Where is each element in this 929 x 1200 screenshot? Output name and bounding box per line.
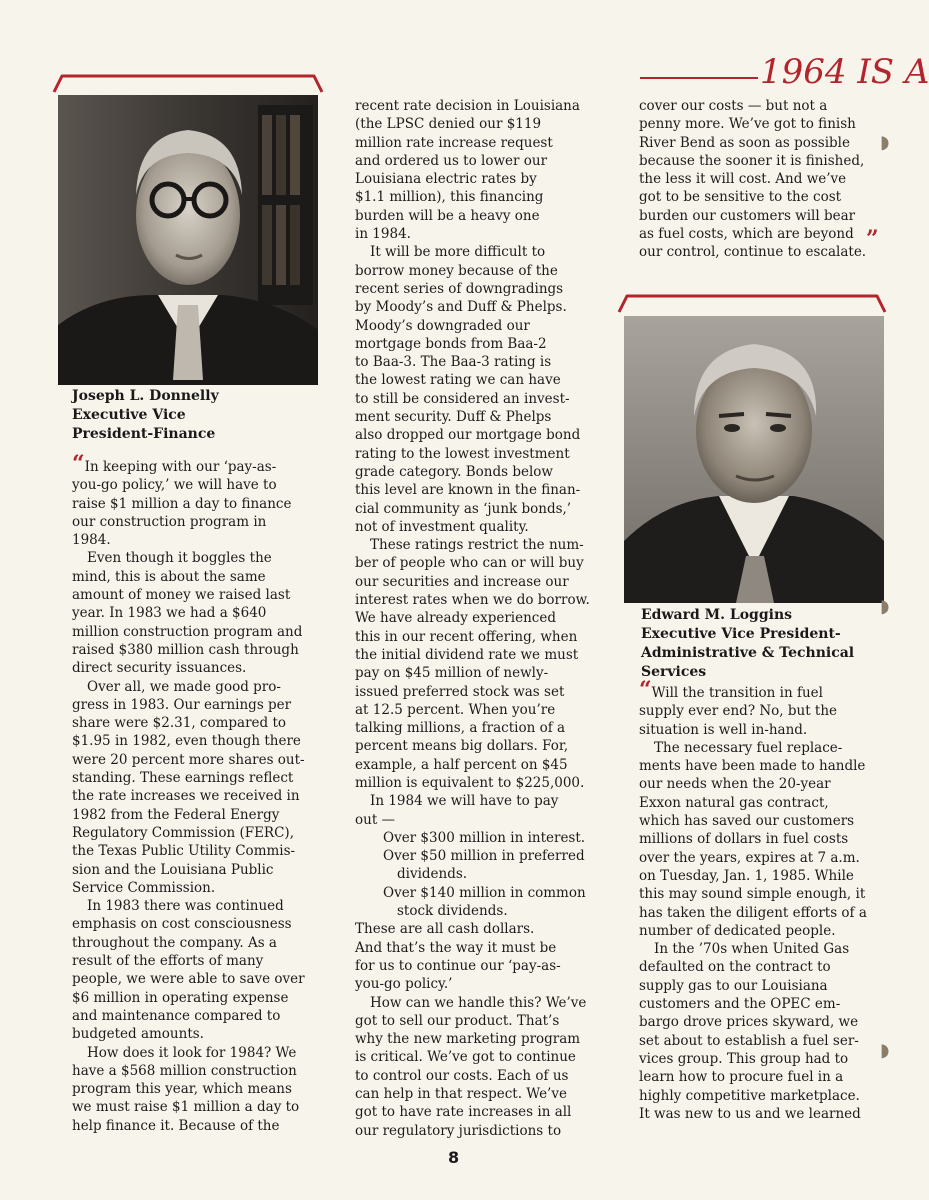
text-line: highly competitive marketplace. bbox=[639, 1087, 860, 1104]
text-line: Louisiana electric rates by bbox=[355, 171, 537, 188]
text-line: this may sound simple enough, it bbox=[639, 886, 866, 903]
text-line: 1984. bbox=[72, 532, 111, 549]
text-line: millions of dollars in fuel costs bbox=[639, 831, 849, 848]
text-line: budgeted amounts. bbox=[72, 1026, 204, 1043]
text-line: rating to the lowest investment bbox=[355, 445, 570, 462]
text-line: borrow money because of the bbox=[355, 262, 558, 279]
text-line: we must raise $1 million a day to bbox=[72, 1099, 300, 1116]
close-quote-mark: ” bbox=[866, 226, 879, 252]
text-line: out — bbox=[355, 811, 396, 828]
text-line: throughout the company. As a bbox=[72, 934, 277, 951]
text-line: ment security. Duff & Phelps bbox=[355, 409, 552, 426]
text-line: got to be sensitive to the cost bbox=[639, 189, 842, 206]
text-line: not of investment quality. bbox=[355, 518, 529, 535]
text-line: people, we were able to save over bbox=[72, 971, 305, 988]
text-line: got to have rate increases in all bbox=[355, 1104, 572, 1121]
text-line: issued preferred stock was set bbox=[355, 683, 565, 700]
text-line: burden will be a heavy one bbox=[355, 207, 540, 224]
text-line: $1.95 in 1982, even though there bbox=[72, 733, 301, 750]
text-line: pay on $45 million of newly- bbox=[355, 665, 549, 682]
text-line: mind, this is about the same bbox=[72, 568, 266, 585]
portrait-photo-donnelly bbox=[58, 95, 318, 385]
text-line: recent rate decision in Louisiana bbox=[355, 98, 580, 114]
text-line: our needs when the 20-year bbox=[639, 776, 831, 793]
text-line: this level are known in the finan- bbox=[355, 482, 581, 499]
text-line: the rate increases we received in bbox=[72, 788, 300, 805]
text-line: because the sooner it is finished, bbox=[639, 152, 865, 169]
text-line: learn how to procure fuel in a bbox=[639, 1069, 844, 1086]
text-line: $6 million in operating expense bbox=[72, 989, 289, 1006]
binder-hole-mark: ◗ bbox=[880, 1040, 890, 1061]
text-line-content: In keeping with our ‘pay-as- bbox=[84, 459, 277, 475]
text-line: We have already experienced bbox=[355, 610, 557, 627]
text-line: amount of money we raised last bbox=[72, 587, 291, 604]
text-column-2 bbox=[355, 97, 605, 1140]
text-line: How can we handle this? We’ve bbox=[370, 994, 587, 1011]
text-line: emphasis on cost consciousness bbox=[72, 916, 292, 933]
text-line: in 1984. bbox=[355, 226, 411, 243]
text-line: Over $140 million in common bbox=[383, 884, 586, 901]
text-line: Exxon natural gas contract, bbox=[639, 794, 829, 811]
text-line: stock dividends. bbox=[397, 903, 508, 920]
text-line bbox=[639, 677, 879, 703]
binder-hole-mark: ◗ bbox=[880, 132, 890, 153]
text-line: which has saved our customers bbox=[639, 813, 855, 830]
text-line: grade category. Bonds below bbox=[355, 463, 553, 480]
text-line: share were $2.31, compared to bbox=[72, 715, 287, 732]
text-line: It will be more difficult to bbox=[370, 244, 546, 261]
bracket-decoration bbox=[617, 292, 887, 314]
text-line: In 1983 there was continued bbox=[87, 898, 284, 915]
page-header-title: 1964 IS A bbox=[760, 52, 929, 92]
text-line: to Baa-3. The Baa-3 rating is bbox=[355, 354, 552, 371]
text-line: program this year, which means bbox=[72, 1081, 292, 1098]
text-line: $1.1 million), this financing bbox=[355, 189, 544, 206]
bracket-decoration bbox=[52, 72, 324, 94]
text-line: Regulatory Commission (FERC), bbox=[72, 824, 294, 841]
text-line: percent means big dollars. For, bbox=[355, 738, 569, 755]
text-line: for us to continue our ‘pay-as- bbox=[355, 957, 561, 974]
text-line: defaulted on the contract to bbox=[639, 959, 831, 976]
text-line: talking millions, a fraction of a bbox=[355, 720, 566, 737]
text-line: customers and the OPEC em- bbox=[639, 996, 841, 1013]
text-line: help finance it. Because of the bbox=[72, 1117, 280, 1134]
text-line: vices group. This group had to bbox=[639, 1050, 849, 1067]
person-name: Edward M. Loggins bbox=[641, 607, 793, 623]
text-line: These are all cash dollars. bbox=[355, 921, 535, 938]
person-title: Executive Vice bbox=[72, 407, 186, 423]
person-name: Joseph L. Donnelly bbox=[72, 388, 219, 404]
text-line: cover our costs — but not a bbox=[639, 98, 828, 114]
text-line: on Tuesday, Jan. 1, 1985. While bbox=[639, 867, 854, 884]
text-line-content: Will the transition in fuel bbox=[651, 685, 823, 701]
text-line: And that’s the way it must be bbox=[355, 939, 557, 956]
text-line: direct security issuances. bbox=[72, 660, 247, 677]
text-line: (the LPSC denied our $119 bbox=[355, 116, 542, 133]
text-line: and maintenance compared to bbox=[72, 1007, 281, 1024]
text-line: interest rates when we do borrow. bbox=[355, 592, 590, 609]
text-line: example, a half percent on $45 bbox=[355, 756, 568, 773]
text-line: Over all, we made good pro- bbox=[87, 678, 281, 695]
text-line: at 12.5 percent. When you’re bbox=[355, 701, 556, 718]
text-line: dividends. bbox=[397, 866, 468, 883]
text-line: Service Commission. bbox=[72, 879, 216, 896]
text-line: this in our recent offering, when bbox=[355, 628, 578, 645]
text-line: by Moody’s and Duff & Phelps. bbox=[355, 299, 567, 316]
text-line: The necessary fuel replace- bbox=[654, 739, 843, 756]
text-line: result of the efforts of many bbox=[72, 953, 264, 970]
text-line: Moody’s downgraded our bbox=[355, 317, 530, 334]
text-line bbox=[72, 451, 317, 477]
text-line: recent series of downgradings bbox=[355, 280, 564, 297]
text-line: million rate increase request bbox=[355, 134, 553, 151]
text-line: cial community as ‘junk bonds,’ bbox=[355, 500, 572, 517]
text-line: our control, continue to escalate. bbox=[639, 244, 867, 261]
binder-hole-mark: ◗ bbox=[880, 596, 890, 617]
text-line: These ratings restrict the num- bbox=[370, 537, 584, 554]
text-line: to control our costs. Each of us bbox=[355, 1067, 569, 1084]
person-title: Services bbox=[641, 664, 707, 680]
text-line: bargo drove prices skyward, we bbox=[639, 1014, 859, 1031]
text-line: gress in 1983. Our earnings per bbox=[72, 696, 292, 713]
text-line: 1982 from the Federal Energy bbox=[72, 806, 280, 823]
text-line: our regulatory jurisdictions to bbox=[355, 1122, 562, 1139]
portrait-photo-loggins bbox=[624, 316, 884, 603]
header-rule bbox=[640, 77, 758, 79]
text-line: the less it will cost. And we’ve bbox=[639, 171, 847, 188]
text-line: mortgage bonds from Baa-2 bbox=[355, 335, 547, 352]
text-line: to still be considered an invest- bbox=[355, 390, 570, 407]
text-line: you-go policy,’ we will have to bbox=[72, 477, 277, 494]
text-line: over the years, expires at 7 a.m. bbox=[639, 849, 860, 866]
text-line: sion and the Louisiana Public bbox=[72, 861, 274, 878]
text-line: penny more. We’ve got to finish bbox=[639, 116, 856, 133]
text-column-3-bottom bbox=[639, 677, 879, 1123]
page-number: 8 bbox=[448, 1148, 460, 1167]
open-quote-mark: “ bbox=[639, 677, 652, 703]
text-line: million is equivalent to $225,000. bbox=[355, 774, 585, 791]
text-line: raise $1 million a day to finance bbox=[72, 495, 292, 512]
text-line: Over $50 million in preferred bbox=[383, 848, 585, 865]
text-line: supply gas to our Louisiana bbox=[639, 977, 828, 994]
text-column-1 bbox=[72, 451, 317, 1135]
text-line: burden our customers will bear bbox=[639, 207, 856, 224]
text-line: the lowest rating we can have bbox=[355, 372, 561, 389]
text-line: raised $380 million cash through bbox=[72, 641, 299, 658]
text-line: the Texas Public Utility Commis- bbox=[72, 843, 296, 860]
text-line: situation is well in-hand. bbox=[639, 721, 808, 738]
text-line: got to sell our product. That’s bbox=[355, 1012, 560, 1029]
text-line: were 20 percent more shares out- bbox=[72, 751, 305, 768]
text-line: set about to establish a fuel ser- bbox=[639, 1032, 859, 1049]
caption-donnelly bbox=[72, 387, 219, 444]
text-line: supply ever end? No, but the bbox=[639, 703, 838, 720]
open-quote-mark: “ bbox=[72, 451, 85, 477]
text-line: you-go policy.’ bbox=[355, 976, 453, 993]
text-line: In the ’70s when United Gas bbox=[654, 941, 850, 958]
text-line: Even though it boggles the bbox=[87, 550, 272, 567]
text-line: is critical. We’ve got to continue bbox=[355, 1049, 576, 1066]
text-line: How does it look for 1984? We bbox=[87, 1044, 297, 1061]
person-title: President-Finance bbox=[72, 426, 216, 442]
text-line: number of dedicated people. bbox=[639, 922, 836, 939]
text-line: year. In 1983 we had a $640 bbox=[72, 605, 267, 622]
text-line: and ordered us to lower our bbox=[355, 152, 548, 169]
text-line: why the new marketing program bbox=[355, 1031, 581, 1048]
text-line: River Bend as soon as possible bbox=[639, 134, 850, 151]
text-line: can help in that respect. We’ve bbox=[355, 1086, 567, 1103]
text-line: also dropped our mortgage bond bbox=[355, 427, 581, 444]
text-line: It was new to us and we learned bbox=[639, 1105, 861, 1122]
text-line: million construction program and bbox=[72, 623, 303, 640]
text-line: our securities and increase our bbox=[355, 573, 569, 590]
text-line: standing. These earnings reflect bbox=[72, 770, 294, 787]
text-line: has taken the diligent efforts of a bbox=[639, 904, 867, 921]
text-line: have a $568 million construction bbox=[72, 1062, 297, 1079]
text-line: ber of people who can or will buy bbox=[355, 555, 584, 572]
text-line: our construction program in bbox=[72, 513, 267, 530]
text-line: In 1984 we will have to pay bbox=[370, 793, 559, 810]
person-title: Administrative & Technical bbox=[641, 645, 855, 661]
text-line: as fuel costs, which are beyond bbox=[639, 226, 854, 243]
caption-loggins bbox=[641, 606, 854, 682]
text-line: Over $300 million in interest. bbox=[383, 829, 586, 846]
text-line: the initial dividend rate we must bbox=[355, 646, 579, 663]
text-column-3-top bbox=[639, 97, 879, 262]
text-line: ments have been made to handle bbox=[639, 758, 866, 775]
person-title: Executive Vice President- bbox=[641, 626, 841, 642]
